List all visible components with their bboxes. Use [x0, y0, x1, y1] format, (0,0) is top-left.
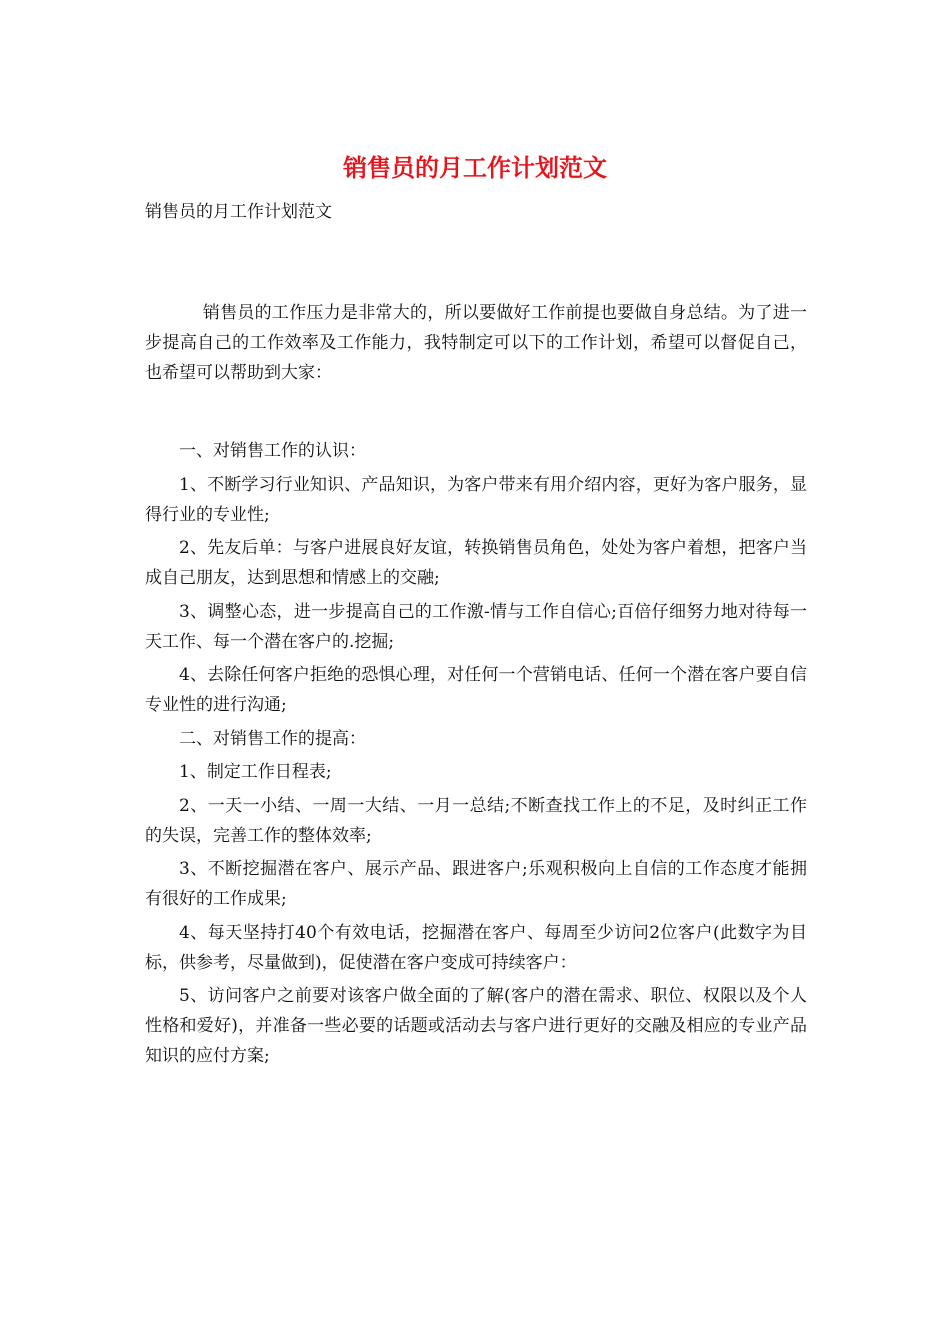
list-item: 2、一天一小结、一周一大结、一月一总结;不断查找工作上的不足，及时纠正工作的失误，完善工作的整体效率; [145, 795, 807, 846]
list-item: 3、不断挖掘潜在客户、展示产品、跟进客户;乐观积极向上自信的工作态度才能拥有很好的工作成果; [145, 859, 807, 909]
document-title: 销售员的月工作计划范文 [343, 153, 607, 182]
section-heading-awareness: 一、对销售工作的认识： [179, 441, 366, 461]
document-subtitle: 销售员的月工作计划范文 [145, 202, 332, 222]
list-item: 4、每天坚持打40个有效电话，挖掘潜在客户、每周至少访问2位客户(此数字为目标，供参考，尽量做到)，促使潜在客户变成可持续客户： [145, 922, 807, 973]
intro-paragraph: 销售员的工作压力是非常大的，所以要做好工作前提也要做自身总结。为了进一步提高自己的工作效率及工作能力，我特制定可以下的工作计划，希望可以督促自己，也希望可以帮助到大家： [145, 303, 807, 383]
list-item: 4、去除任何客户拒绝的恐惧心理，对任何一个营销电话、任何一个潜在客户要自信专业性的进行沟通; [145, 665, 807, 715]
section-heading-improvement: 二、对销售工作的提高： [179, 728, 366, 749]
list-item: 5、访问客户之前要对该客户做全面的了解(客户的潜在需求、职位、权限以及个人性格和爱好)，并准备一些必要的话题或活动去与客户进行更好的交融及相应的专业产品知识的应付方案; [145, 986, 807, 1066]
document-body [145, 298, 807, 1071]
list-item: 1、不断学习行业知识、产品知识，为客户带来有用介绍内容，更好为客户服务，显得行业的专业性; [145, 474, 807, 525]
list-item: 1、制定工作日程表; [179, 762, 332, 782]
list-item: 2、先友后单：与客户进展良好友谊，转换销售员角色，处处为客户着想，把客户当成自己朋友，达到思想和情感上的交融; [145, 538, 807, 588]
list-item: 3、调整心态，进一步提高自己的工作激-情与工作自信心;百倍仔细努力地对待每一天工作、每一个潜在客户的.挖掘; [145, 601, 807, 652]
